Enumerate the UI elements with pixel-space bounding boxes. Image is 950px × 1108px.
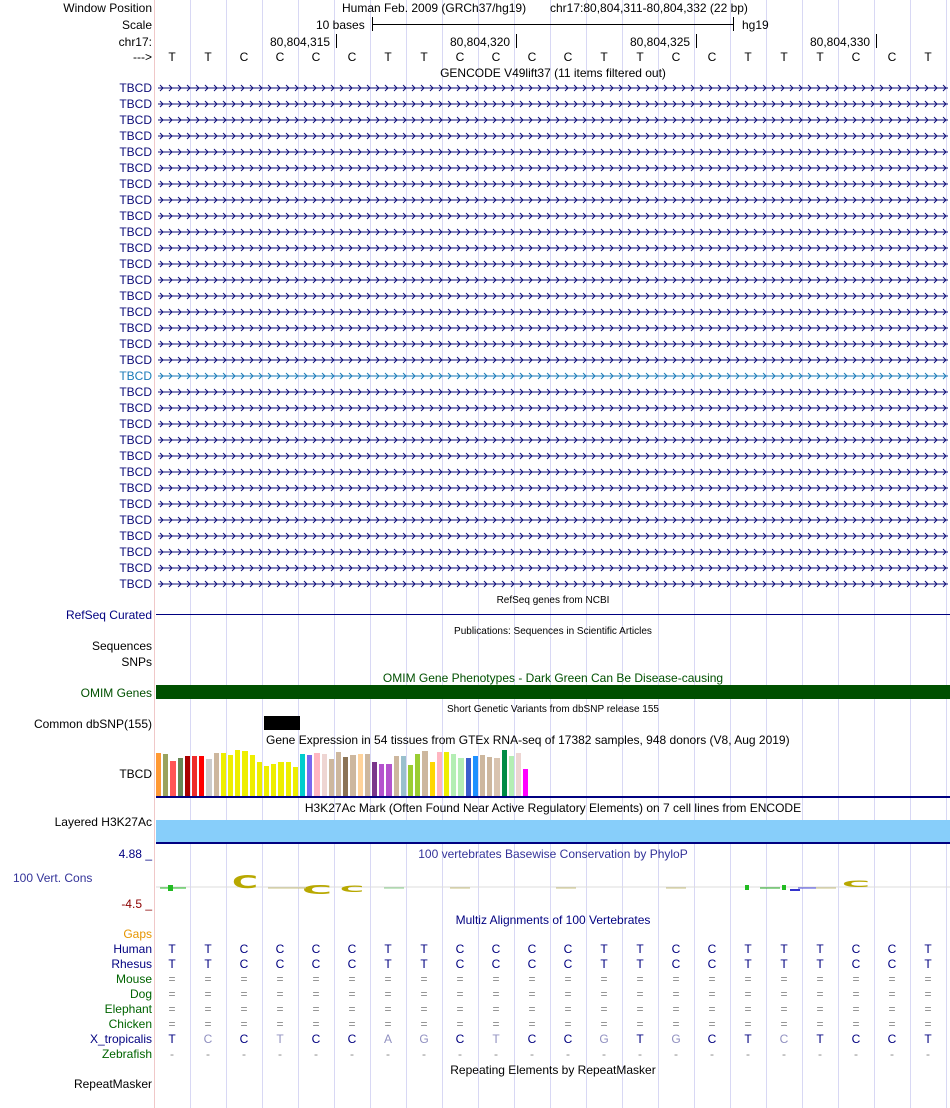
gencode-transcript-label[interactable]: TBCD — [119, 513, 152, 527]
multiz-base: C — [311, 942, 321, 956]
cons-track-title: 100 vertebrates Basewise Conservation by PhyloP — [418, 847, 688, 861]
multiz-base: = — [384, 1002, 392, 1016]
multiz-base: = — [168, 972, 176, 986]
multiz-base: - — [530, 1047, 534, 1061]
gencode-transcript-label[interactable]: TBCD — [119, 177, 152, 191]
multiz-base: C — [671, 942, 681, 956]
multiz-base: - — [314, 1047, 318, 1061]
multiz-base: = — [816, 1017, 824, 1031]
reference-base[interactable]: T — [924, 50, 932, 64]
multiz-base: = — [780, 1017, 788, 1031]
multiz-base: T — [168, 942, 176, 956]
multiz-base: = — [456, 987, 464, 1001]
multiz-species-label[interactable]: Elephant — [104, 1002, 152, 1016]
multiz-base: T — [168, 957, 176, 971]
multiz-base: = — [240, 1017, 248, 1031]
multiz-species-label[interactable]: Dog — [129, 987, 152, 1001]
multiz-base: = — [204, 972, 212, 986]
multiz-base: C — [347, 957, 357, 971]
gencode-transcript-label[interactable]: TBCD — [119, 257, 152, 271]
gencode-transcript-label[interactable]: TBCD — [119, 289, 152, 303]
multiz-species-label[interactable]: X_tropicalis — [89, 1032, 152, 1046]
gencode-transcript-label[interactable]: TBCD — [119, 193, 152, 207]
reference-base[interactable]: T — [384, 50, 392, 64]
cons-logo-glyph: C — [842, 880, 872, 890]
reference-base[interactable]: C — [455, 50, 465, 64]
multiz-base: = — [888, 1017, 896, 1031]
multiz-base: - — [170, 1047, 174, 1061]
multiz-base: = — [708, 972, 716, 986]
multiz-base: = — [312, 972, 320, 986]
multiz-base: = — [564, 972, 572, 986]
multiz-base: - — [350, 1047, 354, 1061]
multiz-base: C — [491, 942, 501, 956]
multiz-base: C — [491, 957, 501, 971]
multiz-base: C — [887, 1032, 897, 1046]
multiz-base: - — [926, 1047, 930, 1061]
gencode-transcript-label[interactable]: TBCD — [119, 529, 152, 543]
multiz-base: = — [276, 972, 284, 986]
multiz-base: = — [708, 1017, 716, 1031]
multiz-base: = — [600, 1002, 608, 1016]
omim-track-title: OMIM Gene Phenotypes - Dark Green Can Be Disease-causing — [382, 671, 724, 685]
reference-base[interactable]: T — [744, 50, 752, 64]
multiz-base: = — [456, 1002, 464, 1016]
multiz-base: = — [240, 987, 248, 1001]
multiz-base: = — [744, 972, 752, 986]
multiz-base: - — [422, 1047, 426, 1061]
multiz-base: C — [347, 1032, 357, 1046]
gaps-label: Gaps — [123, 927, 152, 941]
reference-base[interactable]: C — [239, 50, 249, 64]
reference-base[interactable]: T — [780, 50, 788, 64]
multiz-base: - — [494, 1047, 498, 1061]
multiz-base: C — [707, 957, 717, 971]
multiz-base: T — [924, 1032, 932, 1046]
multiz-base: - — [818, 1047, 822, 1061]
multiz-base: T — [636, 1032, 644, 1046]
dbsnp-track-label[interactable]: Common dbSNP(155) — [33, 717, 152, 731]
multiz-base: = — [276, 1002, 284, 1016]
multiz-base: = — [528, 987, 536, 1001]
cons-logo-glyph: C — [302, 883, 333, 897]
gencode-transcript-label[interactable]: TBCD — [119, 577, 152, 591]
window-position-label: Window Position — [63, 1, 152, 15]
reference-base[interactable]: T — [816, 50, 824, 64]
multiz-base: - — [458, 1047, 462, 1061]
multiz-base: = — [312, 987, 320, 1001]
multiz-base: = — [780, 987, 788, 1001]
gencode-transcript-label[interactable]: TBCD — [119, 241, 152, 255]
multiz-species-label[interactable]: Rhesus — [111, 957, 152, 971]
multiz-base: T — [492, 1032, 500, 1046]
multiz-base: T — [420, 942, 428, 956]
scale-text: 10 bases — [316, 18, 365, 32]
multiz-base: = — [708, 987, 716, 1001]
multiz-base: = — [492, 972, 500, 986]
multiz-base: T — [744, 1032, 752, 1046]
gencode-transcript-label[interactable]: TBCD — [119, 225, 152, 239]
multiz-base: = — [852, 972, 860, 986]
multiz-base: = — [924, 987, 932, 1001]
refseq-track-label[interactable]: RefSeq Curated — [65, 608, 152, 622]
assembly-text: Human Feb. 2009 (GRCh37/hg19) — [342, 1, 527, 15]
multiz-base: C — [671, 957, 681, 971]
gencode-transcript-label[interactable]: TBCD — [119, 81, 152, 95]
position-text: chr17:80,804,311-80,804,332 (22 bp) — [550, 1, 748, 15]
multiz-base: T — [636, 942, 644, 956]
gencode-transcript-label[interactable]: TBCD — [119, 385, 152, 399]
multiz-base: T — [168, 1032, 176, 1046]
reference-base[interactable]: C — [347, 50, 357, 64]
cons-logo-glyph: C — [232, 872, 258, 893]
multiz-base: C — [707, 1032, 717, 1046]
multiz-base: T — [384, 957, 392, 971]
multiz-base: - — [206, 1047, 210, 1061]
multiz-base: - — [674, 1047, 678, 1061]
reference-base[interactable]: T — [420, 50, 428, 64]
multiz-base: = — [672, 1017, 680, 1031]
multiz-base: = — [204, 1017, 212, 1031]
gencode-transcript-label[interactable]: TBCD — [119, 113, 152, 127]
multiz-base: = — [888, 972, 896, 986]
multiz-base: = — [744, 1017, 752, 1031]
multiz-base: = — [348, 987, 356, 1001]
multiz-species-label[interactable]: Chicken — [108, 1017, 152, 1031]
reference-base[interactable]: C — [887, 50, 897, 64]
multiz-base: - — [386, 1047, 390, 1061]
ruler-tick-label: 80,804,325 — [630, 35, 691, 49]
reference-base[interactable]: T — [600, 50, 608, 64]
multiz-base: G — [599, 1032, 609, 1046]
cons-max-label: 4.88 _ — [118, 847, 152, 861]
gencode-transcript-label[interactable]: TBCD — [119, 561, 152, 575]
gencode-transcript-label[interactable]: TBCD — [119, 545, 152, 559]
multiz-base: = — [636, 972, 644, 986]
multiz-base: = — [564, 987, 572, 1001]
multiz-base: T — [924, 942, 932, 956]
multiz-base: = — [492, 1017, 500, 1031]
multiz-base: C — [275, 942, 285, 956]
multiz-base: = — [276, 1017, 284, 1031]
multiz-base: - — [638, 1047, 642, 1061]
multiz-base: - — [710, 1047, 714, 1061]
multiz-base: C — [311, 957, 321, 971]
multiz-base: = — [492, 1002, 500, 1016]
gencode-transcript-label[interactable]: TBCD — [119, 129, 152, 143]
multiz-base: T — [780, 942, 788, 956]
multiz-base: T — [780, 957, 788, 971]
gencode-transcript-label[interactable]: TBCD — [119, 465, 152, 479]
db-text: hg19 — [742, 18, 769, 32]
multiz-base: C — [455, 957, 465, 971]
gencode-transcript-label[interactable]: TBCD — [119, 481, 152, 495]
publications-track-title: Publications: Sequences in Scientific Articles — [454, 626, 652, 637]
reference-base[interactable]: C — [851, 50, 861, 64]
multiz-base: C — [455, 942, 465, 956]
multiz-base: = — [384, 1017, 392, 1031]
reference-base[interactable]: C — [275, 50, 285, 64]
multiz-base: T — [924, 957, 932, 971]
reference-base[interactable]: C — [707, 50, 717, 64]
repeatmasker-track-title: Repeating Elements by RepeatMasker — [450, 1063, 656, 1077]
chrom-label: chr17: — [118, 35, 152, 49]
gencode-track-title: GENCODE V49lift37 (11 items filtered out) — [440, 66, 666, 80]
strand-label: ---> — [133, 50, 152, 64]
gtex-track-title: Gene Expression in 54 tissues from GTEx RNA-seq of 17382 samples, 948 donors (V8, Aug 2019) — [266, 733, 790, 747]
multiz-base: C — [707, 942, 717, 956]
multiz-base: = — [384, 972, 392, 986]
multiz-base: - — [746, 1047, 750, 1061]
multiz-base: C — [851, 957, 861, 971]
multiz-base: = — [744, 1002, 752, 1016]
reference-base[interactable]: C — [563, 50, 573, 64]
cons-mark — [790, 889, 800, 891]
multiz-base: = — [528, 1017, 536, 1031]
multiz-base: = — [420, 987, 428, 1001]
multiz-base: = — [672, 972, 680, 986]
multiz-base: C — [887, 957, 897, 971]
multiz-base: C — [527, 1032, 537, 1046]
multiz-species-label[interactable]: Zebrafish — [101, 1047, 152, 1061]
multiz-base: = — [888, 1002, 896, 1016]
multiz-base: A — [383, 1032, 392, 1046]
multiz-base: = — [348, 972, 356, 986]
multiz-base: T — [816, 1032, 824, 1046]
multiz-base: - — [890, 1047, 894, 1061]
multiz-base: T — [600, 942, 608, 956]
multiz-base: = — [852, 1017, 860, 1031]
ruler-tick-label: 80,804,315 — [270, 35, 331, 49]
multiz-base: = — [600, 987, 608, 1001]
multiz-base: T — [420, 957, 428, 971]
multiz-base: = — [816, 1002, 824, 1016]
gencode-transcript-label[interactable]: TBCD — [119, 497, 152, 511]
multiz-base: - — [854, 1047, 858, 1061]
reference-base[interactable]: C — [527, 50, 537, 64]
multiz-base: = — [312, 1002, 320, 1016]
multiz-base: C — [455, 1032, 465, 1046]
refseq-track-title: RefSeq genes from NCBI — [496, 595, 610, 606]
multiz-base: = — [348, 1002, 356, 1016]
multiz-base: C — [851, 1032, 861, 1046]
multiz-base: = — [168, 1017, 176, 1031]
multiz-base: G — [671, 1032, 681, 1046]
multiz-base: T — [744, 957, 752, 971]
multiz-base: = — [672, 987, 680, 1001]
gencode-transcript-label[interactable]: TBCD — [119, 449, 152, 463]
multiz-base: = — [600, 1017, 608, 1031]
reference-base[interactable]: C — [311, 50, 321, 64]
multiz-base: = — [420, 1017, 428, 1031]
ruler-tick-label: 80,804,330 — [810, 35, 871, 49]
multiz-base: = — [528, 972, 536, 986]
multiz-base: = — [564, 1017, 572, 1031]
multiz-base: C — [347, 942, 357, 956]
multiz-base: = — [420, 972, 428, 986]
multiz-base: = — [852, 987, 860, 1001]
repeatmasker-track-label[interactable]: RepeatMasker — [73, 1077, 152, 1091]
gtex-track-label[interactable]: TBCD — [119, 767, 152, 781]
h3k27ac-track-label[interactable]: Layered H3K27Ac — [54, 815, 152, 829]
multiz-base: - — [242, 1047, 246, 1061]
multiz-base: = — [744, 987, 752, 1001]
multiz-base: = — [456, 972, 464, 986]
multiz-base: C — [239, 957, 249, 971]
multiz-base: = — [528, 1002, 536, 1016]
multiz-base: C — [275, 957, 285, 971]
multiz-base: = — [852, 1002, 860, 1016]
publications-snps-label[interactable]: SNPs — [121, 655, 152, 669]
gencode-transcript-label[interactable]: TBCD — [119, 321, 152, 335]
multiz-base: = — [708, 1002, 716, 1016]
multiz-base: C — [239, 942, 249, 956]
multiz-base: T — [276, 1032, 284, 1046]
gencode-transcript-label[interactable]: TBCD — [119, 433, 152, 447]
multiz-base: C — [563, 1032, 573, 1046]
multiz-base: = — [312, 1017, 320, 1031]
multiz-base: T — [636, 957, 644, 971]
multiz-base: = — [240, 972, 248, 986]
multiz-base: C — [887, 942, 897, 956]
gencode-transcript-label[interactable]: TBCD — [119, 145, 152, 159]
multiz-base: = — [564, 1002, 572, 1016]
multiz-base: = — [384, 987, 392, 1001]
gencode-transcript-label[interactable]: TBCD — [119, 97, 152, 111]
multiz-base: = — [924, 1017, 932, 1031]
multiz-base: = — [672, 1002, 680, 1016]
multiz-base: = — [780, 972, 788, 986]
reference-base[interactable]: T — [636, 50, 644, 64]
scale-label: Scale — [121, 18, 152, 32]
omim-track-label[interactable]: OMIM Genes — [80, 686, 152, 700]
multiz-base: C — [203, 1032, 213, 1046]
multiz-base: = — [240, 1002, 248, 1016]
multiz-base: T — [816, 942, 824, 956]
multiz-base: = — [456, 1017, 464, 1031]
multiz-base: - — [602, 1047, 606, 1061]
multiz-base: = — [168, 1002, 176, 1016]
gencode-transcript-label[interactable]: TBCD — [119, 337, 152, 351]
cons-logo-glyph: C — [340, 885, 366, 895]
reference-base[interactable]: C — [671, 50, 681, 64]
multiz-base: = — [420, 1002, 428, 1016]
multiz-base: C — [563, 942, 573, 956]
multiz-base: = — [348, 1017, 356, 1031]
multiz-base: T — [600, 957, 608, 971]
cons-mark — [782, 885, 786, 890]
multiz-base: T — [384, 942, 392, 956]
multiz-base: = — [924, 972, 932, 986]
multiz-base: T — [204, 957, 212, 971]
gencode-transcript-label[interactable]: TBCD — [119, 305, 152, 319]
multiz-base: T — [816, 957, 824, 971]
multiz-base: - — [566, 1047, 570, 1061]
gencode-transcript-label[interactable]: TBCD — [119, 353, 152, 367]
multiz-base: = — [924, 1002, 932, 1016]
multiz-base: = — [168, 987, 176, 1001]
multiz-base: = — [780, 1002, 788, 1016]
multiz-base: C — [563, 957, 573, 971]
multiz-species-label[interactable]: Human — [113, 942, 152, 956]
multiz-base: = — [204, 1002, 212, 1016]
gencode-transcript-label[interactable]: TBCD — [119, 417, 152, 431]
multiz-base: G — [419, 1032, 429, 1046]
multiz-base: = — [816, 972, 824, 986]
gencode-transcript-label[interactable]: TBCD — [119, 369, 152, 383]
multiz-base: = — [888, 987, 896, 1001]
multiz-base: - — [782, 1047, 786, 1061]
cons-mark — [745, 885, 749, 890]
gencode-transcript-label[interactable]: TBCD — [119, 273, 152, 287]
multiz-base: = — [204, 987, 212, 1001]
multiz-base: C — [311, 1032, 321, 1046]
multiz-base: = — [816, 987, 824, 1001]
multiz-base: T — [744, 942, 752, 956]
multiz-base: - — [278, 1047, 282, 1061]
multiz-base: C — [851, 942, 861, 956]
gencode-transcript-label[interactable]: TBCD — [119, 161, 152, 175]
multiz-base: = — [600, 972, 608, 986]
ruler-tick-label: 80,804,320 — [450, 35, 511, 49]
multiz-base: T — [204, 942, 212, 956]
multiz-base: C — [527, 957, 537, 971]
multiz-species-label[interactable]: Mouse — [115, 972, 152, 986]
reference-base[interactable]: T — [204, 50, 212, 64]
multiz-base: C — [239, 1032, 249, 1046]
multiz-base: C — [779, 1032, 789, 1046]
multiz-track-title: Multiz Alignments of 100 Vertebrates — [455, 913, 651, 927]
cons-min-label: -4.5 _ — [121, 897, 152, 911]
reference-base[interactable]: C — [491, 50, 501, 64]
reference-base[interactable]: T — [168, 50, 176, 64]
gencode-transcript-label[interactable]: TBCD — [119, 401, 152, 415]
cons-track-label[interactable]: 100 Vert. Cons — [13, 871, 93, 885]
multiz-base: = — [492, 987, 500, 1001]
multiz-base: = — [636, 987, 644, 1001]
multiz-base: = — [636, 1002, 644, 1016]
multiz-base: = — [276, 987, 284, 1001]
dbsnp-track-title: Short Genetic Variants from dbSNP release 155 — [447, 704, 659, 715]
gencode-transcript-label[interactable]: TBCD — [119, 209, 152, 223]
multiz-base: = — [636, 1017, 644, 1031]
publications-track-label[interactable]: Sequences — [91, 639, 152, 653]
h3k27ac-track-title: H3K27Ac Mark (Often Found Near Active Regulatory Elements) on 7 cell lines from ENCODE — [304, 801, 802, 815]
multiz-base: C — [527, 942, 537, 956]
